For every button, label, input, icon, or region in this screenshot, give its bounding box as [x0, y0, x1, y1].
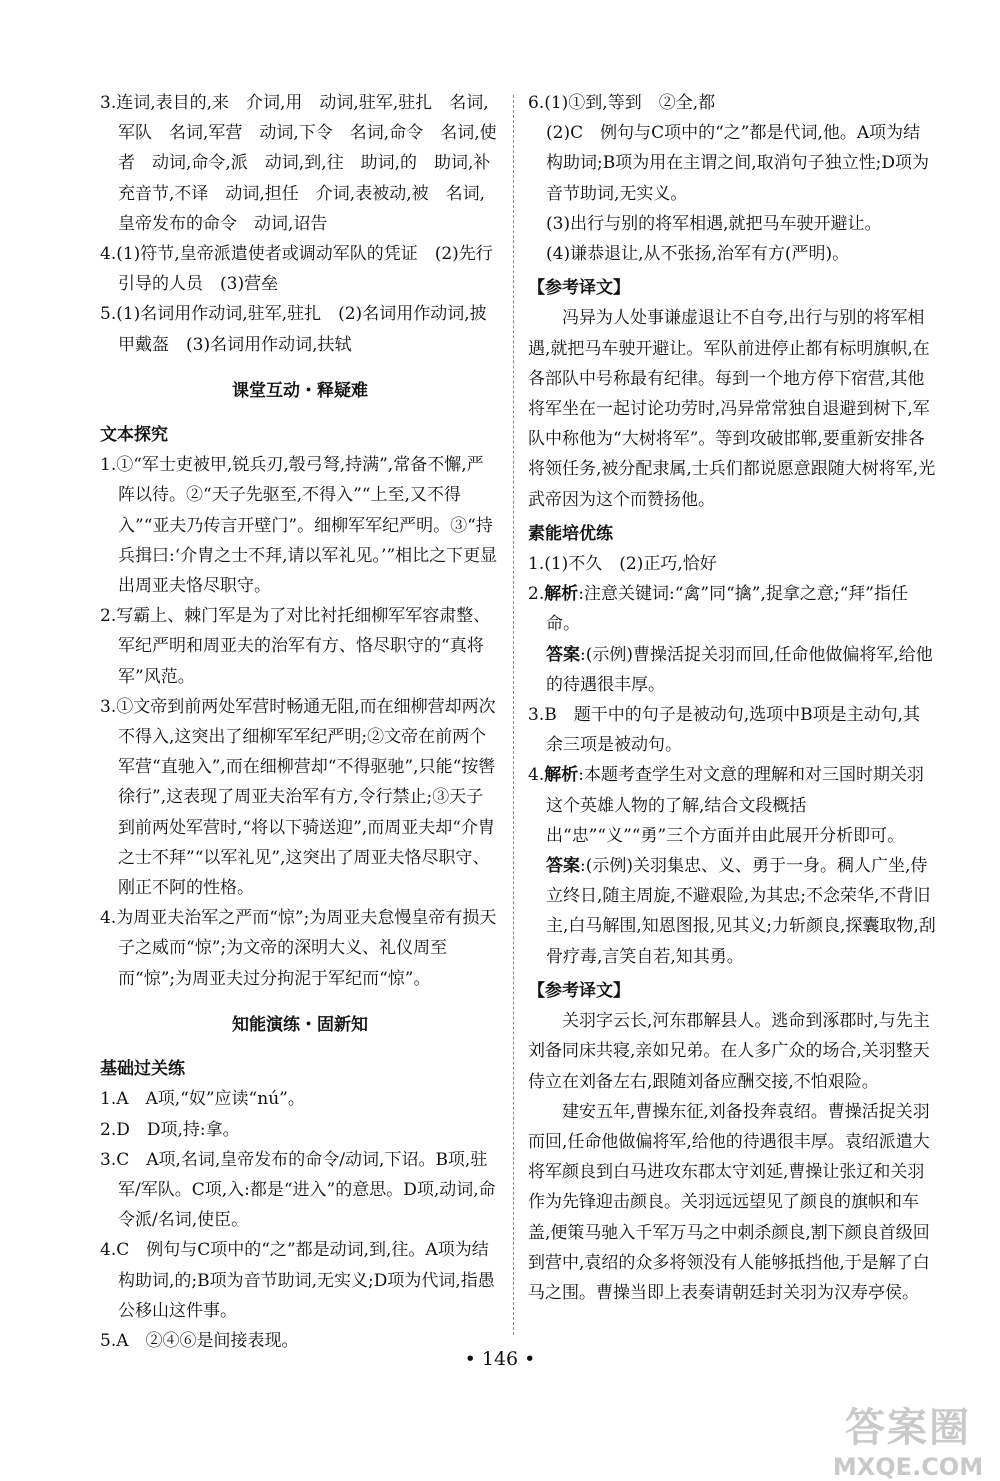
subheading-advanced-practice: 素能培优练: [528, 523, 613, 544]
reference-translation-heading-2: 【参考译文】: [528, 980, 630, 1001]
inquiry-answer-3: 3.①文帝到前两处军营时畅通无阻,而在细柳营却两次不得入,这突出了细柳军军纪严明;②文帝在前两个军营“直驰入”,而在细柳营却“不得驱驰”,只能“按辔徐行”,这表现了周亚夫治军有方,令行禁止;③天子到前两处军营时,“将以下骑送迎”,而周亚夫却“介胄之士不拜”“以军礼见”,这突出了周亚夫恪尽职守、刚正不阿的性格。: [100, 696, 496, 899]
watermark-logo: [828, 1396, 988, 1481]
analysis-text: :本题考查学生对文意的理解和对三国时期关羽这个英雄人物的了解,结合文段概括出“忠”“义”“勇”三个方面并由此展开分析即可。: [546, 765, 924, 846]
inquiry-answer-1: 1.①“军士吏被甲,锐兵刃,彀弓弩,持满”,常备不懈,严阵以待。②“天子先驱至,不得入”“上至,又不得入”“亚夫乃传言开壁门”。细柳军军纪严明。③“持兵揖曰:‘介胄之士不拜,请以军礼见。’”相比之下更显出周亚夫恪尽职守。: [100, 455, 498, 597]
basic-answer-1: 1.A A项,“奴”应读“nú”。: [100, 1089, 305, 1110]
watermark-title: 答案圈: [845, 1405, 971, 1451]
basic-answer-3: 3.C A项,名词,皇帝发布的命令/动词,下诏。B项,驻军/军队。C项,入:都是“进入”的意思。D项,动词,命令派/名词,使臣。: [100, 1149, 496, 1231]
section-heading-classroom: 课堂互动・释疑难: [232, 380, 368, 401]
subheading-text-inquiry: 文本探究: [100, 425, 168, 446]
analysis-label: 解析: [544, 584, 579, 605]
column-divider: [513, 95, 514, 1335]
basic-answer-5: 5.A ②④⑥是间接表现。: [100, 1330, 299, 1351]
answer-q3: 3.连词,表目的,来 介词,用 动词,驻军,驻扎 名词,军队 名词,军营 动词,下令 名词,命令 名词,使者 动词,命令,派 动词,到,往 助词,的 助词,补充音节,不译 动词,担任 介词,表被动,被 名词,皇帝发布的命令 动词,诏告: [100, 93, 497, 234]
inquiry-answer-4: 4.为周亚夫治军之严而“惊”;为周亚夫怠慢皇帝有损天子之威而“惊”;为文帝的深明大义、礼仪周至而“惊”;为周亚夫过分拘泥于军纪而“惊”。: [100, 908, 497, 989]
subheading-basic-practice: 基础过关练: [100, 1059, 185, 1080]
basic-answer-2: 2.D D项,持:拿。: [100, 1119, 240, 1140]
answer-q6-part3: (3)出行与别的将军相遇,就把马车驶开避让。: [546, 213, 882, 234]
reference-translation-2-para-2: 建安五年,曹操东征,刘备投奔袁绍。曹操活捉关羽而回,任命他做偏将军,给他的待遇很丰厚。袁绍派遣大将军颜良到白马进攻东郡太守刘延,曹操让张辽和关羽作为先锋迎击颜良。关羽远远望见了颜良的旗帜和车盖,便策马驰入千军万马之中刺杀颜良,割下颜良首级回到营中,袁绍的众多将领没有人能够抵挡他,于是解了白马之围。曹操当即上表奏请朝廷封关羽为汉寿亭侯。: [528, 1101, 930, 1303]
inquiry-answer-2: 2.写霸上、棘门军是为了对比衬托细柳军军容肃整、军纪严明和周亚夫的治军有方、恪尽职守的“真将军”风范。: [100, 606, 491, 687]
analysis-label: 解析: [544, 765, 579, 786]
advanced-answer-2: 2.解析:注意关键词:“禽”同“擒”,捉拿之意;“拜”指任命。: [528, 584, 908, 635]
advanced-answer-2-key: [528, 640, 936, 700]
advanced-answer-3: 3.B 题干中的句子是被动句,选项中B项是主动句,其余三项是被动句。: [528, 705, 921, 756]
advanced-answer-1: 1.(1)不久 (2)正巧,恰好: [528, 554, 717, 575]
page-number: • 146 •: [464, 1348, 536, 1370]
answer-q5: 5.(1)名词用作动词,驻军,驻扎 (2)名词用作动词,披甲戴盔 (3)名词用作动词,扶轼: [100, 304, 487, 355]
answer-text: :(示例)关羽集忠、义、勇于一身。稠人广坐,侍立终日,随主周旋,不避艰险,为其忠;不念荣华,不背旧主,白马解围,知恩图报,见其义;力斩颜良,探囊取物,刮骨疗毒,言笑自若,知其勇。: [546, 856, 936, 967]
answer-label: 答案: [546, 856, 580, 877]
analysis-text: :注意关键词:“禽”同“擒”,捉拿之意;“拜”指任命。: [546, 584, 908, 635]
answer-q6-part4: (4)谦恭退让,从不张扬,治军有方(严明)。: [546, 244, 850, 265]
answer-q6-part1: 6.(1)①到,等到 ②全,都: [528, 93, 716, 113]
reference-translation-heading-1: 【参考译文】: [528, 278, 630, 299]
reference-translation-2-para-1: 关羽字云长,河东郡解县人。逃命到涿郡时,与先主刘备同床共寝,亲如兄弟。在人多广众的场合,关羽整天侍立在刘备左右,跟随刘备应酬交接,不怕艰险。: [528, 1011, 930, 1092]
answer-q4: 4.(1)符节,皇帝派遣使者或调动军队的凭证 (2)先行引导的人员 (3)营垒: [100, 244, 493, 295]
answer-label: 答案: [546, 644, 580, 665]
advanced-answer-4: 4.解析:本题考查学生对文意的理解和对三国时期关羽这个英雄人物的了解,结合文段概括出“忠”“义”“勇”三个方面并由此展开分析即可。: [528, 765, 924, 846]
section-heading-practice: 知能演练・固新知: [232, 1014, 368, 1035]
answer-text: :(示例)曹操活捉关羽而回,任命他做偏将军,给他的待遇很丰厚。: [546, 644, 933, 695]
answer-q6-part2: (2)C 例句与C项中的“之”都是代词,他。A项为结构助词;B项为用在主谓之间,取消句子独立性;D项为音节助词,无实义。: [546, 123, 929, 204]
watermark-url: MXQE.COM: [832, 1453, 984, 1481]
advanced-answer-4-key: [528, 851, 936, 972]
basic-answer-4: 4.C 例句与C项中的“之”都是动词,到,往。A项为结构助词,的;B项为音节助词,无实义;D项为代词,指愚公移山这件事。: [100, 1240, 495, 1321]
right-column: [528, 88, 936, 1308]
reference-translation-1: 冯异为人处事谦虚退让不自夸,出行与别的将军相遇,就把马车驶开避让。军队前进停止都有标明旗帜,在各部队中号称最有纪律。每到一个地方停下宿营,其他将军坐在一起讨论功劳时,冯异常常独自退避到树下,军队中称他为“大树将军”。等到攻破邯郸,要重新安排各将领任务,被分配隶属,士兵们都说愿意跟随大树将军,光武帝因为这个而赞扬他。: [528, 308, 936, 510]
left-column: [100, 88, 500, 1356]
